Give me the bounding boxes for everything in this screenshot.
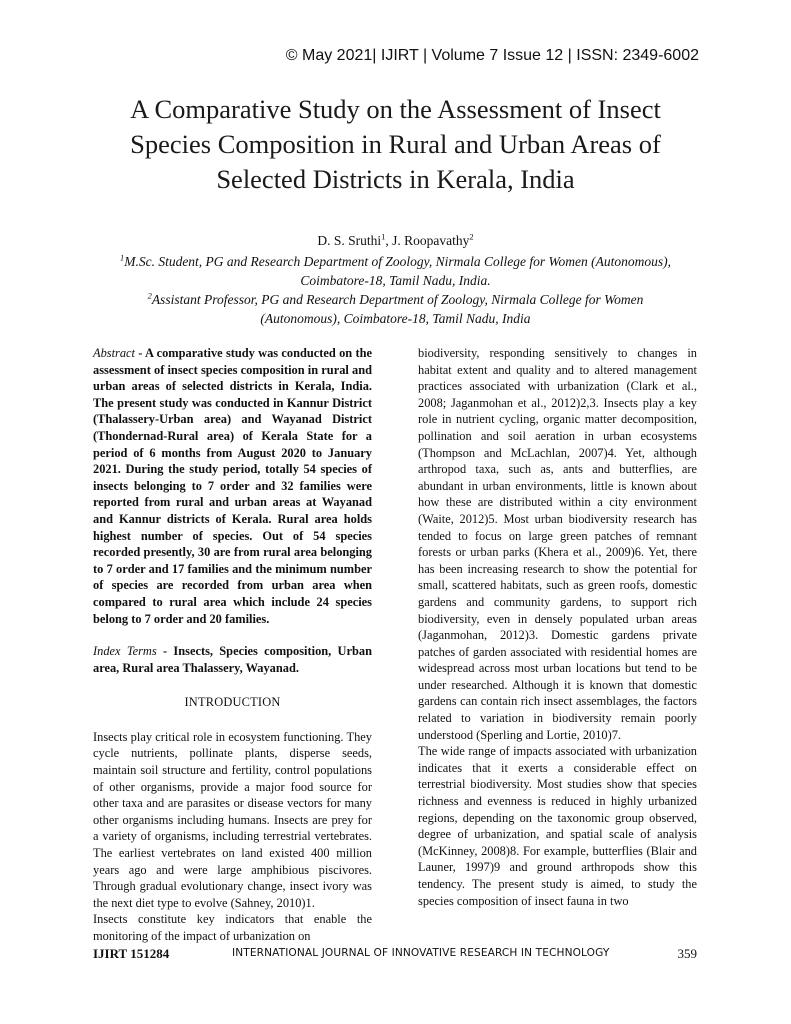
abstract-label: Abstract [93, 346, 135, 360]
index-terms-paragraph [93, 643, 372, 676]
left-column [93, 345, 372, 945]
intro-paragraph-1: Insects play critical role in ecosystem functioning. They cycle nutrients, pollinate plants, disperse seeds, maintain soil structure and fertility, control populations of other organisms, provide a major food source for other taxa and are parasites or disease vectors for many other organisms including humans. Insects are prey for a variety of organisms, including terrestrial vertebrates. The earliest vertebrates on land existed 400 million years ago and were large amphibious piscivores. Through gradual evolutionary change, insect ivory was the next diet type to evolve (Sahney, 2010)1. [93, 729, 372, 910]
section-heading-introduction: INTRODUCTION [184, 695, 281, 710]
author-superscript: 2 [469, 231, 474, 242]
index-terms-text: - Insects, Species composition, Urban area, Rural area Thalassery, Wayanad. [93, 644, 372, 675]
right-column [418, 345, 697, 909]
paper-id: IJIRT 151284 [93, 946, 170, 961]
author-name: J. Roopavathy [392, 233, 470, 248]
affiliation-1 [90, 252, 701, 290]
page-number: 359 [677, 946, 697, 961]
abstract-paragraph [93, 345, 372, 627]
title-line-3: Selected Districts in Kerala, India [216, 164, 575, 194]
author-list [0, 233, 791, 249]
affiliation-2 [90, 290, 701, 328]
affiliation-text: M.Sc. Student, PG and Research Department of Zoology, Nirmala College for Women (Autonomous), [124, 254, 672, 269]
running-header: © May 2021| IJIRT | Volume 7 Issue 12 | ISSN: 2349-6002 [285, 47, 699, 64]
author-name: D. S. Sruthi [317, 233, 382, 248]
intro-paragraph-2-start: Insects constitute key indicators that enable the monitoring of the impact of urbanization on [93, 912, 372, 943]
affiliation-text: (Autonomous), Coimbatore-18, Tamil Nadu, India [260, 311, 531, 326]
affiliation-superscript: 1 [119, 252, 125, 263]
abstract-text: - A comparative study was conducted on the assessment of insect species composition in rural and urban areas of selected districts in Kerala, India. The present study was conducted in Kannur District (Thalassery-Urban area) and Wayanad District (Thondernad-Rural area) of Kerala State for a period of 6 months from August 2020 to January 2021. During the study period, totally 54 species of insects belonging to 7 order and 32 families were reported from rural and urban areas at Wayanad and Kannur districts of Kerala. Rural area holds highest number of species. Out of 54 species recorded presently, 30 are from rural area belonging to 7 order and 17 families and the minimum number of species are recorded from urban area when compared to rural area which include 24 species belong to 7 order and 20 families. [93, 346, 372, 626]
index-terms-label: Index Terms [93, 644, 157, 659]
author-superscript: 1 [381, 231, 386, 242]
affiliation-text: Assistant Professor, PG and Research Department of Zoology, Nirmala College for Women [151, 292, 644, 307]
title-line-2: Species Composition in Rural and Urban Areas of [130, 129, 661, 159]
page-footer [93, 946, 697, 966]
title-line-1: A Comparative Study on the Assessment of Insect [130, 94, 661, 124]
intro-paragraph-2-continued: biodiversity, responding sensitively to changes in habitat extent and quality and to altered management practices associated with urbanization (Clark et al., 2008; Jaganmohan et al., 2012)2,3. Insects play a key role in nutrient cycling, organic matter decomposition, pollination and soil aeration in urban ecosystems (Thompson and McLachlan, 2007)4. Yet, although arthropod taxa, such as, ants and butterflies, are abundant in urban environments, little is known about how these are distributed within a city environment (Waite, 2012)5. Most urban biodiversity research has tended to focus on large green patches of remnant forests or urban parks (Khera et al., 2009)6. Yet, there has been increasing research to show the potential for small, scattered habitats, such as green roofs, domestic gardens and community gardens, to support rich biodiversity, even in densely populated urban areas (Jaganmohan, 2012)3. Domestic gardens private patches of garden associated with residential homes are widespread across most urban locations but tend to be under researched. Although it is known that domestic gardens can contain rich insect assemblages, the factors related to variation in biodiversity remain poorly understood (Sperling and Lortie, 2010)7. [418, 346, 697, 742]
journal-name: INTERNATIONAL JOURNAL OF INNOVATIVE RESEARCH IN TECHNOLOGY [232, 947, 610, 959]
author-separator: , [385, 233, 393, 248]
affiliation-text: Coimbatore-18, Tamil Nadu, India. [300, 273, 491, 288]
affiliation-superscript: 2 [147, 290, 152, 301]
intro-paragraph-3: The wide range of impacts associated with urbanization indicates that it exerts a considerable effect on terrestrial biodiversity. Most studies show that species richness and evenness is reduced in highly urbanized regions, depending on the taxonomic group observed, degree of urbanization, and spatial scale of analysis (McKinney, 2008)8. For example, butterflies (Blair and Launer, 1997)9 and ground arthropods show this tendency. The present study is aimed, to study the species composition of insect fauna in two [418, 744, 697, 908]
paper-title [100, 92, 691, 197]
